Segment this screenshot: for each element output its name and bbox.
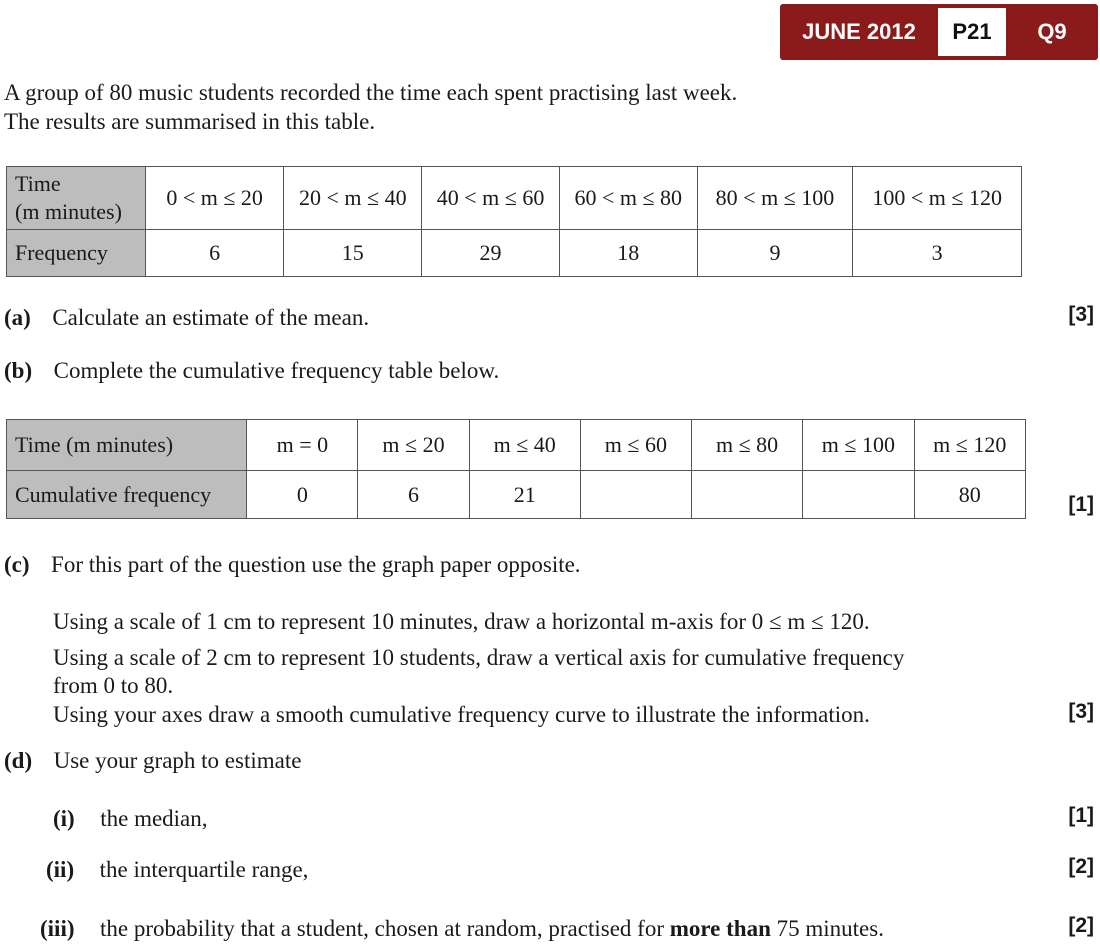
paper-code: P21 [938,8,1006,56]
cf-bound-cell: m ≤ 120 [914,420,1025,471]
part-c [4,550,581,579]
question-number: Q9 [1037,19,1067,44]
part-d-iii-text-end: 75 minutes. [770,916,884,941]
interval-cell: 0 < m ≤ 20 [145,167,284,230]
frequency-cell: 9 [697,230,853,277]
interval-cell: 100 < m ≤ 120 [853,167,1022,230]
part-c-line-2: Using a scale of 2 cm to represent 10 students, draw a vertical axis for cumulative frequency [53,645,905,670]
part-d [4,746,301,775]
cf-answer-cell[interactable] [580,471,691,519]
part-b-marks: [1] [1068,493,1094,516]
time-unit-label: (m minutes) [15,199,122,224]
part-c-line-3: from 0 to 80. [53,673,174,698]
part-d-i [53,804,208,833]
part-d-ii-marks: [2] [1068,855,1094,878]
cf-bound-cell: m ≤ 20 [358,420,469,471]
part-c-line-1: Using a scale of 1 cm to represent 10 minutes, draw a horizontal m-axis for 0 ≤ m ≤ 120. [53,609,870,634]
part-d-iii-marks: [2] [1068,914,1094,937]
frequency-label: Frequency [7,230,146,277]
frequency-cell: 18 [559,230,697,277]
cf-value-cell: 21 [469,471,580,519]
cf-bound-cell: m ≤ 60 [580,420,691,471]
exam-date: JUNE 2012 [802,19,916,44]
part-d-ii [46,855,308,884]
part-d-iii [40,914,884,943]
part-d-iii-label: (iii) [40,916,75,941]
part-d-iii-text: the probability that a student, chosen at random, practised for [100,916,670,941]
cf-bound-cell: m ≤ 80 [691,420,802,471]
cf-time-label: Time (m minutes) [7,420,247,471]
part-c-marks: [3] [1068,700,1094,723]
frequency-cell: 29 [422,230,560,277]
part-b-label: (b) [4,358,33,383]
cf-answer-cell[interactable] [691,471,802,519]
time-header-cell [7,167,146,230]
header-badge [780,4,1098,60]
part-d-iii-emphasis: more than [669,916,771,941]
intro-line-1: A group of 80 music students recorded the time each spent practising last week. [4,80,738,105]
part-c-line-4: Using your axes draw a smooth cumulative frequency curve to illustrate the information. [53,702,870,727]
frequency-cell: 3 [853,230,1022,277]
frequency-table [6,166,1022,277]
cf-label: Cumulative frequency [7,471,247,519]
part-a-text: Calculate an estimate of the mean. [52,305,370,330]
part-c-label: (c) [4,552,30,577]
frequency-cell: 6 [145,230,284,277]
interval-cell: 20 < m ≤ 40 [284,167,422,230]
cf-value-cell: 80 [914,471,1025,519]
cf-answer-cell[interactable] [803,471,914,519]
part-d-i-text: the median, [100,806,208,831]
part-d-label: (d) [4,748,33,773]
intro-line-2: The results are summarised in this table. [4,109,376,134]
cf-value-cell: 0 [247,471,358,519]
cumulative-frequency-table [6,419,1026,519]
cf-value-cell: 6 [358,471,469,519]
part-d-ii-label: (ii) [46,857,75,882]
interval-cell: 40 < m ≤ 60 [422,167,560,230]
cf-bound-cell: m = 0 [247,420,358,471]
part-a-label: (a) [4,305,31,330]
part-c-text: For this part of the question use the graph paper opposite. [51,552,581,577]
part-d-ii-text: the interquartile range, [99,857,309,882]
time-label: Time [15,171,61,196]
part-d-i-marks: [1] [1068,804,1094,827]
interval-cell: 80 < m ≤ 100 [697,167,853,230]
cf-bound-cell: m ≤ 100 [803,420,914,471]
part-b-text: Complete the cumulative frequency table below. [53,358,500,383]
cf-bound-cell: m ≤ 40 [469,420,580,471]
part-d-text: Use your graph to estimate [53,748,302,773]
interval-cell: 60 < m ≤ 80 [559,167,697,230]
part-a-marks: [3] [1068,303,1094,326]
part-a [4,303,369,332]
frequency-cell: 15 [284,230,422,277]
part-d-i-label: (i) [53,806,75,831]
part-b [4,356,499,385]
